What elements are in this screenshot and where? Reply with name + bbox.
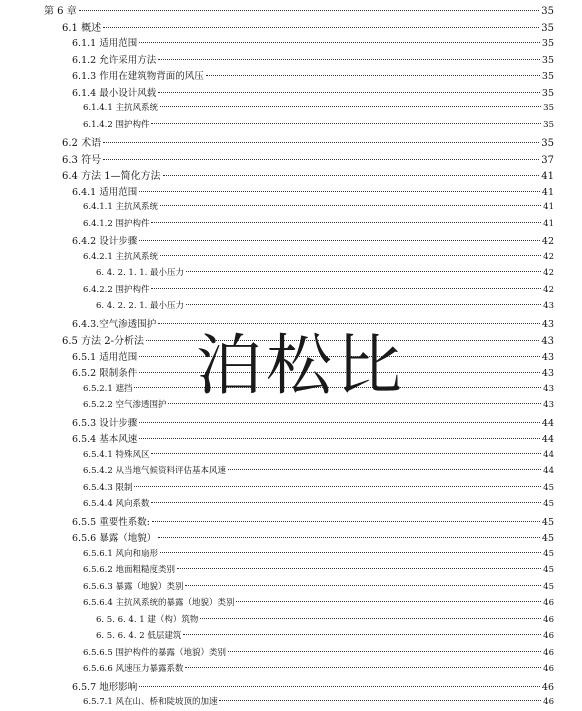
toc-entry-page: 46: [543, 614, 554, 625]
toc-entry-title: 6.5.3 设计步骤: [72, 417, 138, 429]
toc-entry-page: 46: [541, 681, 554, 693]
dot-leader: [158, 537, 540, 538]
toc-entry-page: 45: [543, 482, 554, 493]
toc-entry[interactable]: [96, 629, 554, 641]
toc-entry-page: 44: [543, 466, 554, 476]
toc-entry[interactable]: [96, 299, 554, 311]
toc-entry[interactable]: [62, 134, 554, 149]
toc-entry[interactable]: [83, 217, 554, 229]
toc-entry[interactable]: [83, 596, 554, 608]
watermark: 泊松比: [196, 327, 406, 404]
toc-entry-title: 6.1.3 作用在建筑物背面的风压: [72, 71, 204, 82]
toc-entry[interactable]: [83, 497, 554, 509]
toc-entry-page: 35: [541, 138, 554, 149]
dot-leader: [151, 453, 541, 454]
toc-entry-title: 6.5.7 地形影响: [72, 681, 138, 693]
toc-entry-title: 6.5.6 暴露（地貌）: [72, 533, 157, 544]
dot-leader: [185, 585, 541, 586]
toc-entry-page: 45: [543, 499, 554, 509]
toc-entry[interactable]: [72, 233, 554, 247]
toc-entry[interactable]: [72, 514, 554, 528]
toc-entry-page: 41: [543, 202, 554, 212]
toc-entry-title: 6.5.4.4 风向系数: [83, 499, 150, 509]
toc-entry-title: 6. 5. 6. 4. 1 建（构）筑物: [96, 614, 199, 625]
toc-entry-title: 6.5.4.3 限制: [83, 482, 133, 493]
toc-entry[interactable]: [83, 283, 554, 295]
toc-entry-title: 6.3 符号: [62, 154, 102, 166]
toc-entry-title: 6.4.2.2 围护构件: [83, 284, 150, 295]
toc-entry-page: 43: [543, 301, 554, 311]
toc-entry-page: 43: [543, 400, 554, 410]
toc-entry[interactable]: [72, 35, 554, 49]
dot-leader: [79, 10, 540, 11]
toc-entry-title: 6.5.6.6 风速压力暴露系数: [83, 664, 184, 674]
toc-entry-title: 6.4 方法 1—简化方法: [62, 171, 161, 182]
toc-entry[interactable]: [83, 580, 554, 592]
toc-entry[interactable]: [72, 85, 554, 99]
dot-leader: [139, 686, 540, 687]
dot-leader: [200, 618, 541, 619]
toc-entry[interactable]: [83, 646, 554, 658]
dot-leader: [152, 521, 540, 522]
toc-entry-title: 6.2 术语: [62, 138, 102, 149]
toc-entry-page: 35: [543, 119, 554, 130]
dot-leader: [177, 568, 541, 569]
dot-leader: [139, 438, 540, 439]
toc-entry[interactable]: [83, 563, 554, 575]
toc-entry-title: 6.5.6.3 暴露（地貌）类别: [83, 581, 184, 592]
dot-leader: [228, 651, 541, 652]
toc-entry-title: 6.5.2.2 空气渗透围护: [83, 400, 167, 410]
toc-entry[interactable]: [72, 679, 554, 693]
toc-entry-title: 6.1.2 允许采用方法: [72, 54, 157, 66]
toc-entry-page: 42: [543, 284, 554, 295]
toc-entry-title: 6. 5. 6. 4. 2 低层建筑: [96, 631, 182, 641]
dot-leader: [151, 123, 541, 124]
toc-entry[interactable]: [62, 167, 554, 182]
toc-entry-title: 6.1.1 适用范围: [72, 38, 138, 49]
toc-entry-title: 6.5.4 基本风速: [72, 434, 138, 445]
toc-entry-page: 35: [541, 22, 554, 34]
dot-leader: [103, 159, 539, 160]
toc-entry-page: 46: [543, 697, 554, 707]
toc-entry-title: 6.5.6.2 地面粗糙度类别: [83, 565, 175, 575]
toc-entry-title: 6.1.4.2 围护构件: [83, 119, 150, 130]
toc-entry[interactable]: [83, 200, 554, 212]
toc-entry-title: 第 6 章: [44, 6, 77, 17]
toc-entry-title: 6.5.4.2 从当地气候资料评估基本风速: [83, 466, 226, 476]
toc-entry-page: 35: [541, 71, 554, 82]
toc-entry-title: 6.4.1.2 围护构件: [83, 218, 150, 229]
dot-leader: [139, 42, 540, 43]
toc-entry-page: 37: [541, 154, 554, 166]
dot-leader: [139, 191, 540, 192]
dot-leader: [160, 205, 541, 206]
toc-entry-page: 41: [541, 186, 554, 198]
toc-entry-page: 43: [541, 351, 554, 363]
toc-entry-page: 35: [541, 87, 554, 99]
toc-entry-title: 6.5.6.4 主抗风系统的暴露（地貌）类别: [83, 598, 235, 608]
toc-entry[interactable]: [83, 662, 554, 674]
toc-entry-title: 6.5.6.1 风向和扇形: [83, 548, 158, 559]
toc-entry-page: 45: [541, 516, 554, 528]
toc-entry-page: 45: [541, 533, 554, 544]
toc-entry-title: 6.5.5 重要性系数:: [72, 516, 150, 528]
dot-leader: [228, 469, 541, 470]
toc-entry-page: 41: [541, 171, 554, 182]
toc-entry-page: 45: [543, 581, 554, 592]
toc-entry-title: 6.4.2 设计步骤: [72, 236, 138, 247]
toc-entry-title: 6.5.1 适用范围: [72, 351, 138, 363]
toc-entry-title: 6.4.1.1 主抗风系统: [83, 202, 158, 212]
dot-leader: [103, 142, 539, 143]
toc-entry[interactable]: [72, 415, 554, 429]
toc-entry-page: 44: [541, 434, 554, 445]
toc-entry[interactable]: [83, 118, 554, 130]
dot-leader: [158, 59, 540, 60]
toc-entry[interactable]: [62, 19, 554, 34]
dot-leader: [139, 422, 540, 423]
dot-leader: [219, 700, 541, 701]
toc-entry-page: 46: [543, 631, 554, 641]
toc-entry[interactable]: [44, 2, 554, 17]
toc-entry[interactable]: [83, 101, 554, 113]
dot-leader: [236, 601, 541, 602]
dot-leader: [139, 240, 540, 241]
dot-leader: [134, 486, 541, 487]
toc-entry-title: 6.4.2.1 主抗风系统: [83, 251, 158, 262]
toc-entry[interactable]: [72, 530, 554, 544]
toc-entry-page: 43: [541, 368, 554, 379]
toc-entry-title: 6.5.2 限制条件: [72, 368, 138, 379]
toc-entry-page: 45: [543, 548, 554, 559]
toc-entry-page: 42: [543, 251, 554, 262]
toc-entry-page: 35: [541, 38, 554, 49]
toc-entry[interactable]: [83, 547, 554, 559]
dot-leader: [160, 552, 541, 553]
toc-entry[interactable]: [96, 613, 554, 625]
toc-entry-page: 43: [541, 336, 554, 347]
toc-entry-title: 6.1.4 最小设计风载: [72, 87, 157, 99]
toc-entry[interactable]: [83, 250, 554, 262]
dot-leader: [163, 175, 540, 176]
toc-entry-title: 6.1 概述: [62, 22, 102, 34]
toc-entry[interactable]: [96, 266, 554, 278]
toc-entry[interactable]: [72, 431, 554, 445]
toc-entry-page: 44: [541, 417, 554, 429]
toc-entry[interactable]: [72, 184, 554, 198]
toc-entry-page: 46: [543, 664, 554, 674]
toc-entry-title: 6. 4. 2. 1. 1. 最小压力: [96, 268, 185, 278]
dot-leader: [160, 255, 541, 256]
toc-entry-title: 6. 4. 2. 2. 1. 最小压力: [96, 301, 185, 311]
toc-entry-page: 43: [541, 318, 554, 330]
dot-leader: [185, 667, 541, 668]
toc-entry-page: 41: [543, 218, 554, 229]
toc-entry-page: 46: [543, 598, 554, 608]
dot-leader: [206, 75, 540, 76]
toc-entry-page: 42: [541, 236, 554, 247]
toc-entry-title: 6.5.2.1 遮挡: [83, 383, 133, 394]
toc-entry-title: 6.5.4.1 特殊风区: [83, 449, 150, 460]
dot-leader: [151, 288, 541, 289]
toc-entry[interactable]: [72, 52, 554, 66]
toc-entry-page: 45: [543, 565, 554, 575]
toc-entry[interactable]: [83, 448, 554, 460]
toc-entry-page: 46: [543, 647, 554, 658]
toc-entry-title: 6.5.6.5 围护构件的暴露（地貌）类别: [83, 647, 226, 658]
toc-entry-title: 6.4.3.空气渗透围护: [72, 318, 157, 330]
dot-leader: [186, 304, 541, 305]
dot-leader: [160, 106, 541, 107]
toc-entry-page: 35: [541, 54, 554, 66]
toc-entry[interactable]: [83, 481, 554, 493]
toc-entry-title: 6.4.1 适用范围: [72, 186, 138, 198]
toc-entry-page: 35: [541, 6, 554, 17]
toc-entry-title: 6.5.7.1 风在山、桥和陡坡顶的加速: [83, 697, 218, 707]
dot-leader: [151, 502, 541, 503]
dot-leader: [158, 92, 540, 93]
dot-leader: [103, 27, 539, 28]
dot-leader: [183, 634, 541, 635]
toc-entry[interactable]: [83, 464, 554, 476]
toc-entry[interactable]: [83, 695, 554, 707]
toc-entry-page: 42: [543, 268, 554, 278]
toc-entry-page: 43: [543, 383, 554, 394]
toc-entry-page: 44: [543, 449, 554, 460]
toc-entry-page: 35: [543, 103, 554, 113]
toc-entry[interactable]: [62, 151, 554, 166]
dot-leader: [186, 271, 541, 272]
toc-entry-title: 6.5 方法 2-分析法: [62, 336, 145, 347]
dot-leader: [151, 222, 541, 223]
toc-entry[interactable]: [72, 68, 554, 82]
toc-entry-title: 6.1.4.1 主抗风系统: [83, 103, 158, 113]
